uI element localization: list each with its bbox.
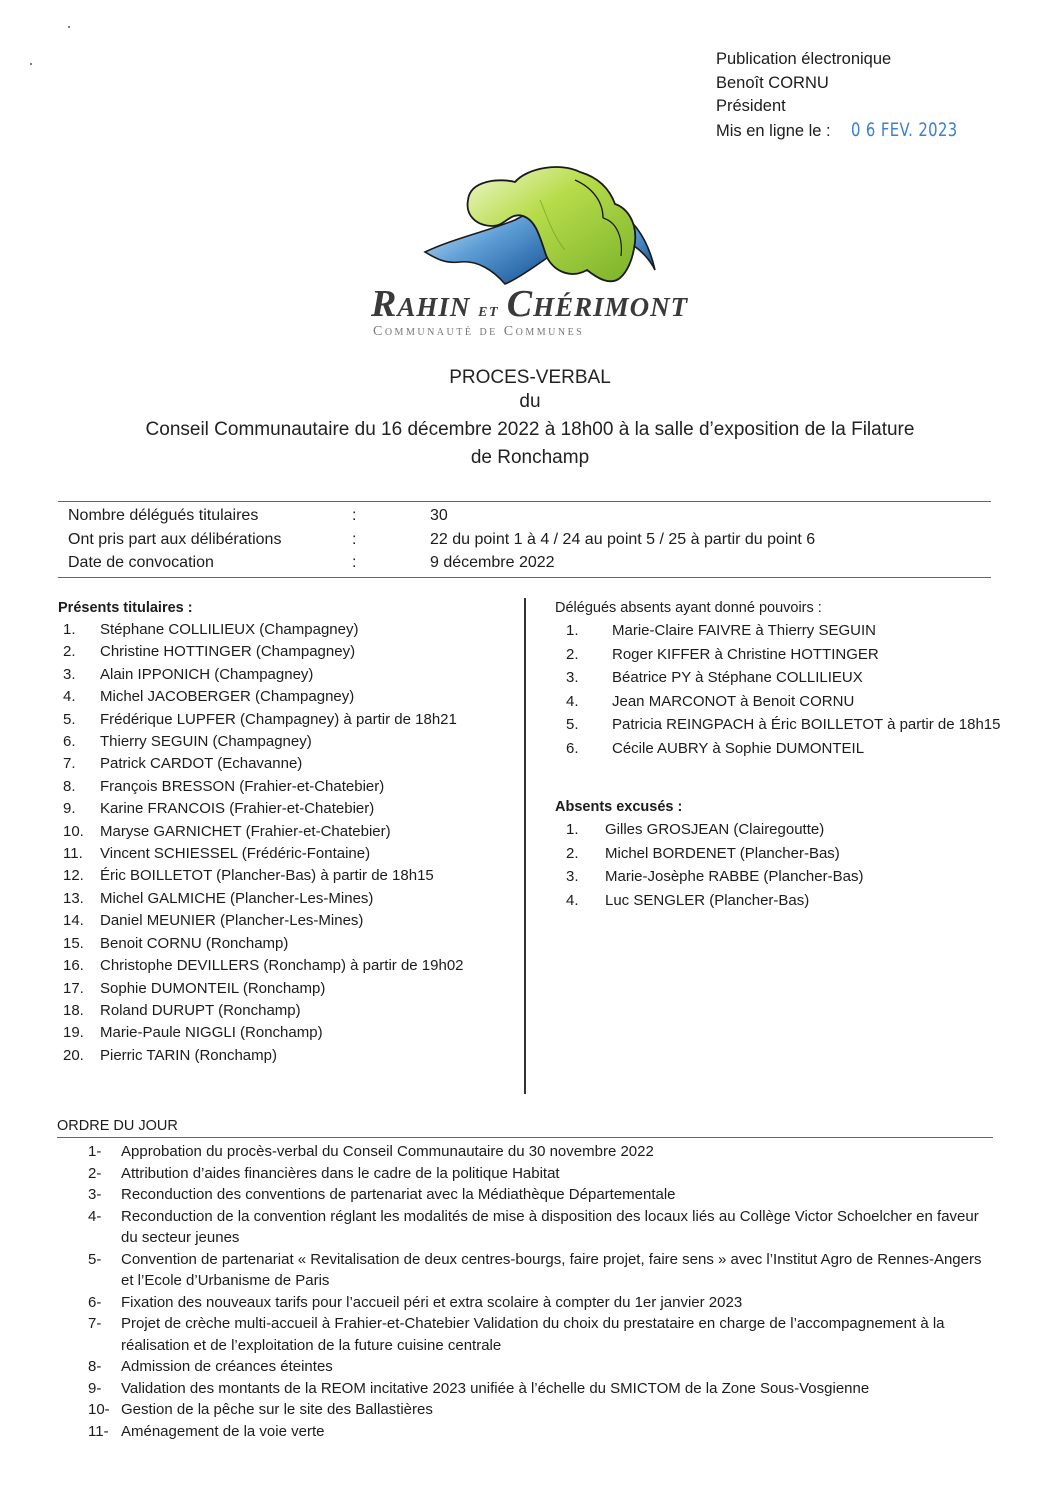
agenda-number: 3-: [88, 1186, 102, 1203]
list-text: Stéphane COLLILIEUX (Champagney): [100, 621, 359, 638]
present-item: [58, 619, 518, 641]
list-number: 1.: [566, 821, 579, 838]
present-item: [58, 776, 518, 798]
list-number: 2.: [63, 643, 76, 661]
list-text: Vincent SCHIESSEL (Frédéric-Fontaine): [100, 845, 371, 863]
meeting-title: Conseil Communautaire du 16 décembre 2022 à 18h00 à la salle d’exposition de la Filature: [145, 419, 915, 440]
agenda-text: Convention de partenariat « Revitalisation de deux centres-bourgs, faire projet, faire sens » avec l’Institut Agro de Rennes-Angers et l’Ecole d’Urbanisme de Paris: [121, 1250, 982, 1289]
agenda-number: 11-: [88, 1422, 109, 1440]
list-text: Michel JACOBERGER (Champagney): [100, 688, 355, 706]
info-table: [58, 501, 991, 578]
present-item: [58, 1022, 518, 1044]
list-number: 3.: [566, 669, 579, 686]
list-number: 16.: [63, 957, 84, 975]
scan-speck: [30, 63, 32, 65]
agenda-text: Admission de créances éteintes: [121, 1358, 333, 1375]
agenda-item: [88, 1313, 998, 1356]
present-item: [58, 910, 518, 932]
agenda-number: 2-: [88, 1164, 102, 1182]
agenda-number: 6-: [88, 1293, 102, 1311]
list-text: Patricia REINGPACH à Éric BOILLETOT à partir de 18h15: [612, 716, 1001, 733]
agenda-text: Validation des montants de la REOM incitative 2023 unifiée à l’échelle du SMICTOM de la Zone Sous-Vosgienne: [121, 1379, 870, 1397]
list-text: Michel BORDENET (Plancher-Bas): [605, 844, 840, 862]
list-text: Éric BOILLETOT (Plancher-Bas) à partir de 18h15: [100, 867, 434, 885]
absents-section: [555, 597, 1015, 912]
logo-emblem-icon: [365, 160, 695, 285]
president-title: Président: [716, 97, 786, 115]
pouvoir-item: [555, 690, 1015, 714]
agenda-number: 5-: [88, 1250, 102, 1268]
excuse-item: [555, 865, 1015, 889]
list-text: Gilles GROSJEAN (Clairegoutte): [605, 821, 825, 838]
present-item: [58, 843, 518, 865]
list-text: Sophie DUMONTEIL (Ronchamp): [100, 979, 326, 997]
online-date-label: Mis en ligne le :: [716, 121, 831, 140]
present-item: [58, 753, 518, 775]
president-name: Benoît CORNU: [716, 73, 829, 92]
list-text: Michel GALMICHE (Plancher-Les-Mines): [100, 889, 374, 907]
logo-subtitle: Communauté de Communes: [373, 324, 585, 339]
agenda-text: Projet de crèche multi-accueil à Frahier-et-Chatebier Validation du choix du prestataire en charge de l’accompagnement à la réalisation et de l’exploitation de la future cuisine centrale: [121, 1315, 945, 1354]
info-label: Date de convocation: [68, 554, 214, 571]
info-separator: :: [352, 554, 357, 571]
agenda-item: [88, 1249, 998, 1292]
agenda-item: [88, 1356, 998, 1378]
present-item: [58, 933, 518, 955]
agenda-text: Aménagement de la voie verte: [121, 1422, 325, 1440]
info-row: [58, 504, 991, 528]
list-text: Béatrice PY à Stéphane COLLILIEUX: [612, 669, 863, 686]
present-item: [58, 641, 518, 663]
agenda-number: 9-: [88, 1379, 102, 1397]
list-number: 17.: [63, 979, 84, 997]
excuses-list: [555, 818, 1015, 912]
list-text: Thierry SEGUIN (Champagney): [100, 733, 312, 751]
list-number: 20.: [63, 1046, 84, 1064]
list-text: Frédérique LUPFER (Champagney) à partir de 18h21: [100, 710, 457, 728]
list-text: Alain IPPONICH (Champagney): [100, 665, 314, 683]
pouvoirs-heading: Délégués absents ayant donné pouvoirs :: [555, 600, 822, 616]
agenda-text: Reconduction des conventions de partenariat avec la Médiathèque Départementale: [121, 1186, 676, 1203]
list-number: 10.: [63, 822, 84, 840]
presents-list: [58, 619, 518, 1067]
agenda-text: Gestion de la pêche sur le site des Ballastières: [121, 1401, 433, 1418]
list-text: Karine FRANCOIS (Frahier-et-Chatebier): [100, 800, 375, 818]
agenda-item: [88, 1206, 998, 1249]
list-number: 1.: [63, 621, 76, 638]
list-text: Christophe DEVILLERS (Ronchamp) à partir de 19h02: [100, 957, 464, 975]
info-label: Nombre délégués titulaires: [68, 507, 259, 524]
publication-label: Publication électronique: [716, 50, 892, 68]
pouvoir-item: [555, 713, 1015, 737]
list-number: 4.: [63, 688, 76, 706]
list-number: 6.: [566, 739, 579, 757]
list-text: Roland DURUPT (Ronchamp): [100, 1001, 301, 1019]
list-text: Marie-Paule NIGGLI (Ronchamp): [100, 1024, 323, 1042]
info-value: 9 décembre 2022: [430, 554, 555, 571]
pouvoir-item: [555, 643, 1015, 667]
agenda-text: Reconduction de la convention réglant les modalités de mise à disposition des locaux liés au Collège Victor Schoelcher en faveur du secteur jeunes: [121, 1207, 979, 1246]
list-text: Marie-Claire FAIVRE à Thierry SEGUIN: [612, 622, 876, 639]
excuses-heading: Absents excusés :: [555, 799, 683, 815]
list-text: Luc SENGLER (Plancher-Bas): [605, 891, 810, 909]
agenda-text: Attribution d’aides financières dans le cadre de la politique Habitat: [121, 1164, 560, 1182]
list-text: Jean MARCONOT à Benoit CORNU: [612, 692, 855, 710]
list-number: 5.: [63, 710, 76, 728]
agenda-number: 8-: [88, 1358, 102, 1375]
publication-block: [716, 48, 988, 143]
pouvoir-item: [555, 619, 1015, 643]
pouvoir-item: [555, 666, 1015, 690]
excuse-item: [555, 818, 1015, 842]
present-item: [58, 978, 518, 1000]
list-number: 3.: [566, 868, 579, 885]
present-item: [58, 686, 518, 708]
logo: [365, 160, 695, 345]
present-item: [58, 955, 518, 977]
present-item: [58, 888, 518, 910]
info-label: Ont pris part aux délibérations: [68, 530, 282, 548]
list-number: 2.: [566, 844, 579, 862]
presents-heading: Présents titulaires :: [58, 600, 193, 616]
present-item: [58, 709, 518, 731]
list-number: 12.: [63, 867, 84, 885]
list-number: 8.: [63, 777, 76, 795]
pouvoirs-list: [555, 619, 1015, 760]
agenda-item: [88, 1378, 998, 1400]
agenda-text: Fixation des nouveaux tarifs pour l’accueil péri et extra scolaire à compter du 1er janvier 2023: [121, 1293, 743, 1311]
list-text: Marie-Josèphe RABBE (Plancher-Bas): [605, 868, 864, 885]
info-row: [58, 528, 991, 552]
agenda-heading: ORDRE DU JOUR: [57, 1116, 993, 1138]
online-date-line: [716, 119, 988, 144]
present-item: [58, 821, 518, 843]
list-number: 9.: [63, 800, 76, 818]
info-value: 22 du point 1 à 4 / 24 au point 5 / 25 à partir du point 6: [430, 530, 816, 548]
agenda-text: Approbation du procès-verbal du Conseil Communautaire du 30 novembre 2022: [121, 1143, 654, 1160]
document-du: du: [519, 391, 541, 412]
present-item: [58, 865, 518, 887]
present-item: [58, 1000, 518, 1022]
document-title: [60, 366, 1000, 470]
list-number: 1.: [566, 622, 579, 639]
pouvoir-item: [555, 737, 1015, 761]
agenda-number: 7-: [88, 1315, 102, 1332]
present-item: [58, 731, 518, 753]
date-stamp: 0 6 FEV. 2023: [851, 118, 958, 141]
document-type: PROCES-VERBAL: [449, 367, 611, 388]
list-number: 4.: [566, 891, 579, 909]
list-text: Christine HOTTINGER (Champagney): [100, 643, 356, 661]
agenda-item: [88, 1163, 998, 1185]
column-divider: [524, 598, 526, 1094]
list-number: 6.: [63, 733, 76, 751]
list-number: 13.: [63, 889, 84, 907]
list-number: 19.: [63, 1024, 84, 1042]
present-item: [58, 1045, 518, 1067]
agenda-list: [88, 1141, 998, 1442]
list-number: 4.: [566, 692, 579, 710]
list-number: 7.: [63, 755, 76, 773]
list-text: Patrick CARDOT (Echavanne): [100, 755, 303, 773]
agenda-number: 1-: [88, 1143, 102, 1160]
present-item: [58, 664, 518, 686]
list-number: 11.: [63, 845, 83, 863]
agenda-item: [88, 1141, 998, 1163]
list-text: Pierric TARIN (Ronchamp): [100, 1046, 277, 1064]
agenda-item: [88, 1184, 998, 1206]
info-value: 30: [430, 507, 448, 524]
list-text: François BRESSON (Frahier-et-Chatebier): [100, 777, 385, 795]
list-number: 3.: [63, 665, 76, 683]
list-text: Roger KIFFER à Christine HOTTINGER: [612, 645, 879, 663]
list-number: 15.: [63, 934, 84, 952]
meeting-title-line2: de Ronchamp: [470, 447, 590, 468]
logo-wordmark: RAHIN ET CHÉRIMONT: [371, 283, 689, 325]
list-number: 5.: [566, 716, 579, 733]
list-number: 18.: [63, 1001, 84, 1019]
agenda-number: 4-: [88, 1207, 102, 1225]
info-row: [58, 551, 991, 575]
list-text: Benoit CORNU (Ronchamp): [100, 934, 289, 952]
agenda-item: [88, 1399, 998, 1421]
agenda-item: [88, 1292, 998, 1314]
list-text: Maryse GARNICHET (Frahier-et-Chatebier): [100, 822, 391, 840]
info-separator: :: [352, 507, 357, 524]
agenda-number: 10-: [88, 1401, 110, 1418]
presents-section: [58, 597, 518, 1067]
agenda-item: [88, 1421, 998, 1443]
info-separator: :: [352, 530, 357, 548]
scan-speck: [68, 26, 70, 28]
list-text: Daniel MEUNIER (Plancher-Les-Mines): [100, 912, 364, 930]
list-number: 2.: [566, 645, 579, 663]
list-number: 14.: [63, 912, 84, 930]
present-item: [58, 798, 518, 820]
list-text: Cécile AUBRY à Sophie DUMONTEIL: [612, 739, 865, 757]
excuse-item: [555, 842, 1015, 866]
excuse-item: [555, 889, 1015, 913]
